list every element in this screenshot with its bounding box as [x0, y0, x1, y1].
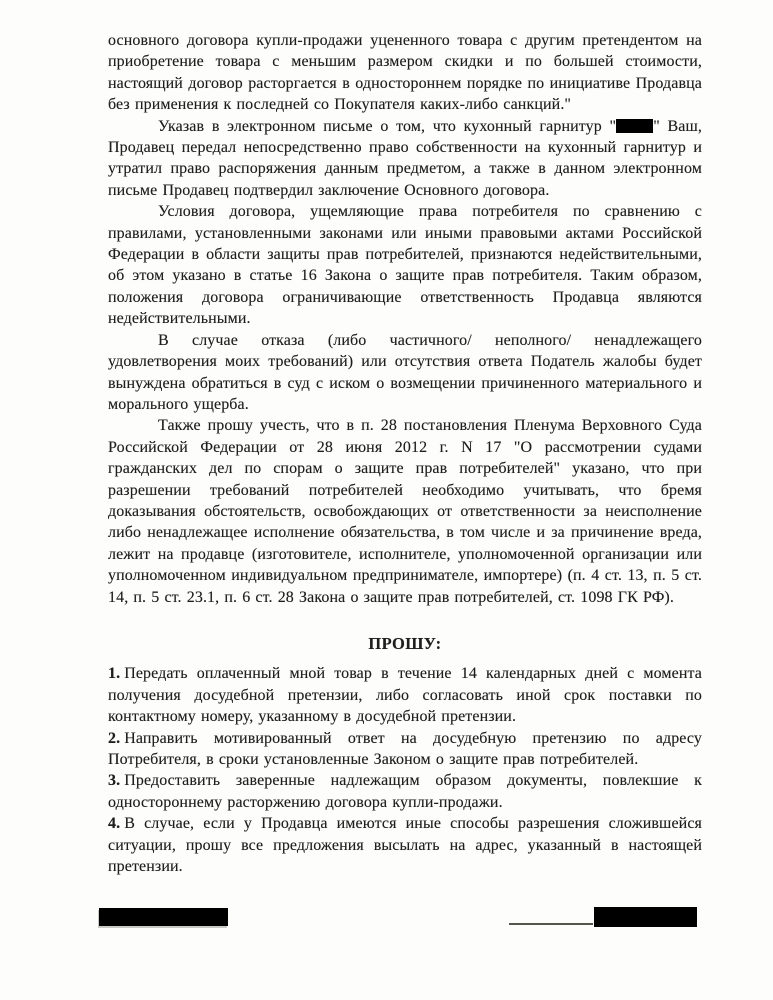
request-item-2-text: Направить мотивированный ответ на досудебную претензию по адресу Потребителя, в сроки установленные Законом о защите прав потребителей. [108, 729, 702, 768]
paragraph-invalid-terms: Условия договора, ущемляющие права потребителя по сравнению с правилами, установленными законами или иными правовыми актами Российской Федерации в области защиты прав потребителей, признаются недействительными, об этом указано в статье 16 Закона о защите прав потребителя. Таким образом, положения договора ограничивающие ответственность Продавца являются недействительными. [108, 203, 702, 328]
request-item-1-number: 1. [108, 665, 121, 683]
paragraph-email-text-before: Указав в электронном письме о том, что кухонный гарнитур " [158, 117, 617, 135]
request-item-2-number: 2. [108, 729, 121, 747]
redaction-box-bottom-left [99, 908, 228, 926]
request-item-1-text: Передать оплаченный мной товар в течение 14 календарных дней с момента получения досудебной претензии, либо согласовать иной срок поставки по контактному номеру, указанному в досудебной претензии. [108, 665, 702, 726]
request-item-3-text: Предоставить заверенные надлежащим образом документы, повлекшие к одностороннему расторжению договора купли-продажи. [108, 772, 702, 811]
document-text-block [108, 30, 702, 877]
redaction-box-bottom-right [594, 907, 697, 927]
request-item-2 [108, 728, 702, 771]
paragraph-email-text-after: " Ваш, Продавец передал непосредственно право собственности на кухонный гарнитур и утратил право распоряжения данным предметом, а также в данном электронном письме Продавец подтвердил заключение Основного договора. [108, 117, 702, 199]
paragraph-contract-termination: основного договора купли-продажи уцененного товара с другим претендентом на приобретение товара с меньшим размером скидки и по большей стоимости, настоящий договор расторгается в одностороннем порядке по инициативе Продавца без применения к последней со Покупателя каких-либо санкций." [108, 32, 702, 114]
paragraph-refusal-consequences: В случае отказа (либо частичного/ неполного/ ненадлежащего удовлетворения моих требований) или отсутствия ответа Податель жалобы будет вынуждена обратиться в суд с иском о возмещении причиненного материального и морального ущерба. [108, 331, 702, 413]
request-item-4-text: В случае, если у Продавца имеются иные способы разрешения сложившейся ситуации, прошу все предложения высылать на адрес, указанный в настоящей претензии. [108, 815, 702, 876]
request-item-4 [108, 813, 702, 877]
requests-heading: ПРОШУ: [368, 633, 442, 653]
request-item-4-number: 4. [108, 815, 121, 833]
redaction-box-inline [616, 119, 653, 133]
request-item-3-number: 3. [108, 772, 121, 790]
paragraph-supreme-court-ruling: Также прошу учесть, что в п. 28 постановления Пленума Верховного Суда Российской Федерации от 28 июня 2012 г. N 17 "О рассмотрении судами гражданских дел по спорам о защите прав потребителей" указано, что при разрешении требований потребителей необходимо учитывать, что бремя доказывания обстоятельств, освобождающих от ответственности за неисполнение либо ненадлежащее исполнение обязательства, в том числе и за причинение вреда, лежит на продавце (изготовителе, исполнителе, уполномоченной организации или уполномоченном индивидуальном предпринимателе, импортере) (п. 4 ст. 13, п. 5 ст. 14, п. 5 ст. 23.1, п. 6 ст. 28 Закона о защите прав потребителей, ст. 1098 ГК РФ). [108, 417, 702, 606]
request-item-3 [108, 770, 702, 813]
request-item-1 [108, 663, 702, 727]
signature-line [509, 923, 593, 925]
paragraph-email-statement [108, 116, 702, 202]
